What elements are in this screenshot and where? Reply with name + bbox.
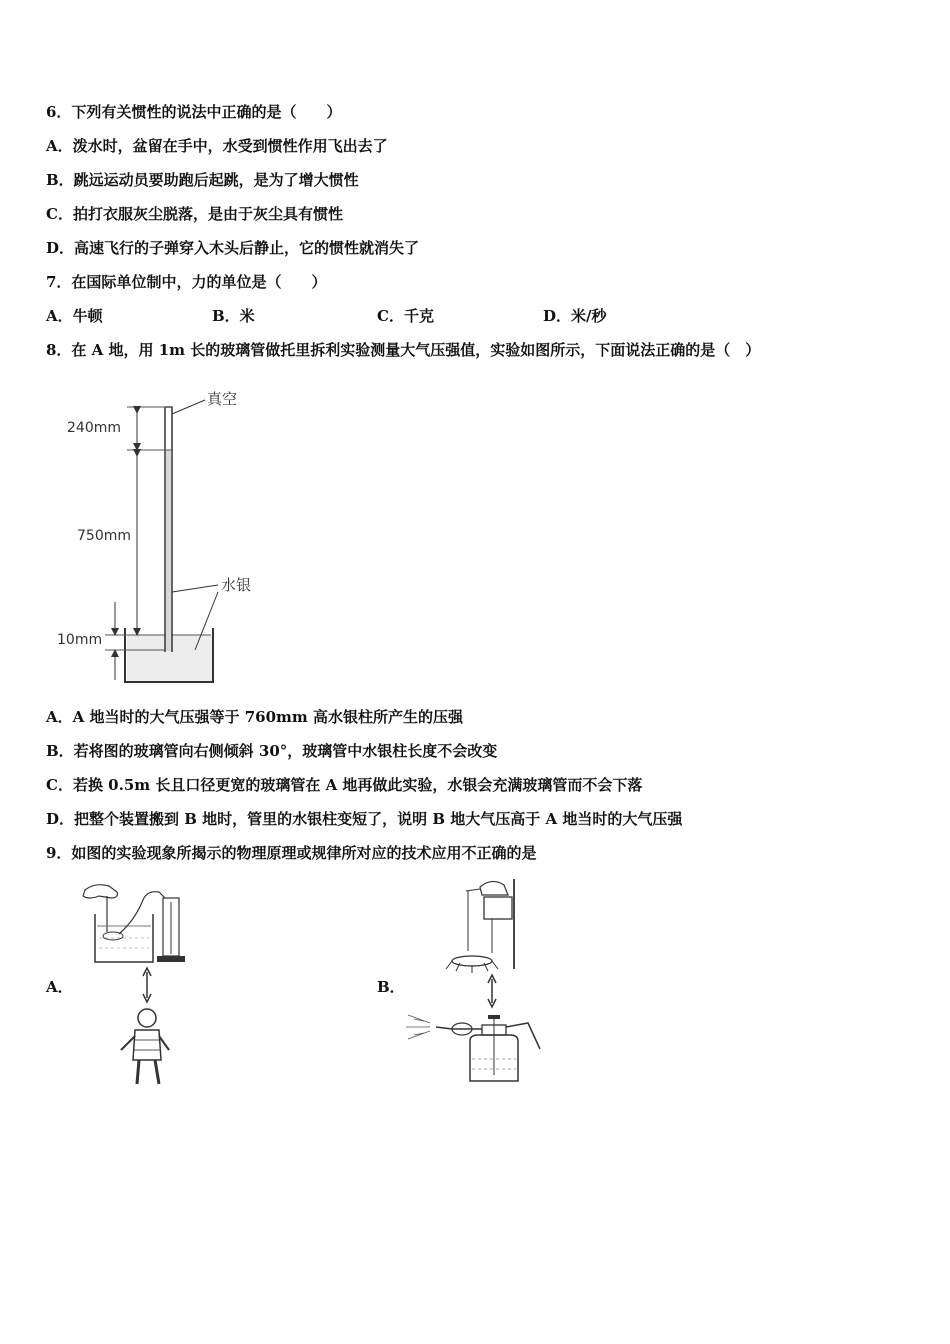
q7-option-b: B．米 [212,307,255,325]
label-mercury: 水银 [221,576,252,594]
figure-b-airflow-experiment [400,875,550,1090]
q8-stem: 8．在 A 地，用 1m 长的玻璃管做托里拆利实验测量大气压强值，实验如图所示，下面说法正确的是（ ） [46,341,761,359]
label-10mm: 10mm [57,632,103,648]
q7-option-c: C．千克 [377,307,434,325]
q6-option-a: A．泼水时，盆留在手中，水受到惯性作用飞出去了 [46,137,388,155]
glass-tube [165,407,172,652]
q9-option-a: A． [46,978,73,996]
q7-stem: 7．在国际单位制中，力的单位是（ ） [46,273,327,291]
q8-option-d: D．把整个装置搬到 B 地时，管里的水银柱变短了，说明 B 地大气压高于 A 地当时的大气压强 [46,810,683,828]
q6-stem: 6．下列有关惯性的说法中正确的是（ ） [46,103,342,121]
q9-option-b: B． [377,978,405,996]
q8-option-c: C．若换 0.5m 长且口径更宽的玻璃管在 A 地再做此实验，水银会充满玻璃管而不会下落 [46,776,643,794]
torricelli-figure [55,380,285,690]
q6-option-c: C．拍打衣服灰尘脱落，是由于灰尘具有惯性 [46,205,343,223]
q8-option-a: A．A 地当时的大气压强等于 760mm 高水银柱所产生的压强 [46,708,463,726]
q6-option-b: B．跳远运动员要助跑后起跳，是为了增大惯性 [46,171,359,189]
q8-option-b: B．若将图的玻璃管向右侧倾斜 30°，玻璃管中水银柱长度不会改变 [46,742,498,760]
figure-a-pressure-experiment [75,880,205,1090]
q9-stem: 9．如图的实验现象所揭示的物理原理或规律所对应的技术应用不正确的是 [46,844,537,862]
q7-option-a: A．牛顿 [46,307,103,325]
q6-option-d: D．高速飞行的子弹穿入木头后静止，它的惯性就消失了 [46,239,420,257]
label-750mm: 750mm [77,528,131,544]
label-vacuum: 真空 [207,390,238,408]
q7-option-d: D．米/秒 [543,307,607,325]
label-240mm: 240mm [67,420,121,436]
